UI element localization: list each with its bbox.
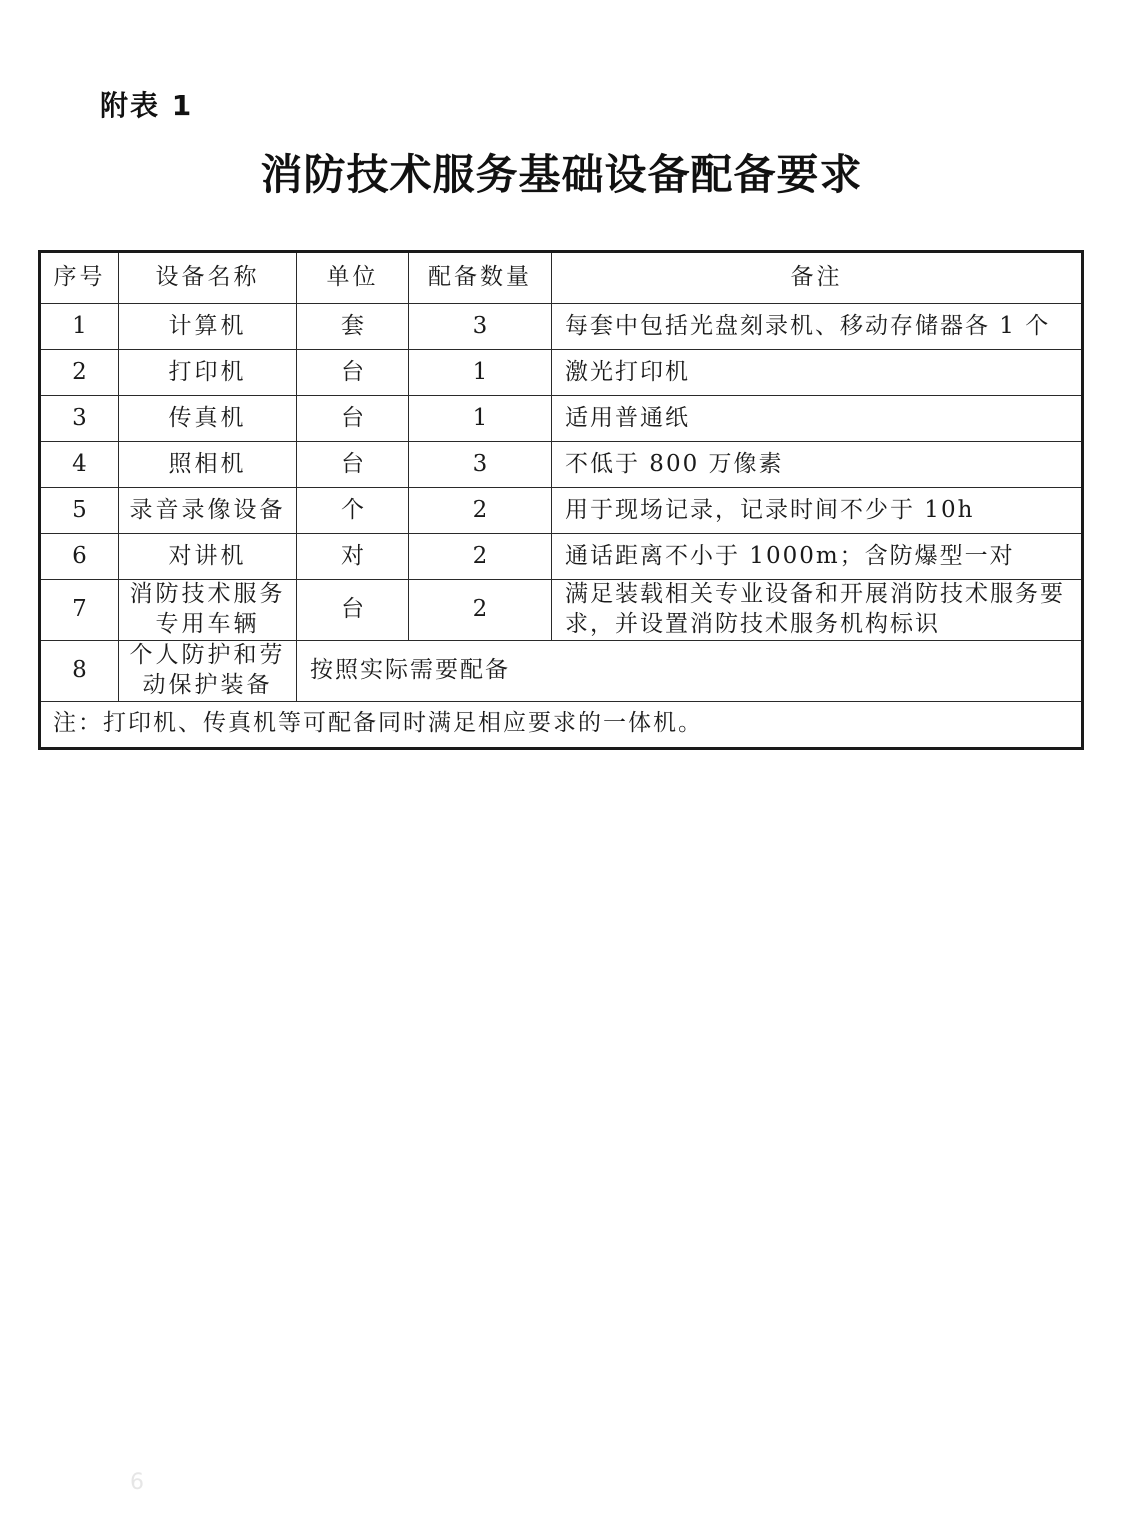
cell-note: 用于现场记录，记录时间不少于 10h [552, 488, 1083, 534]
table-footnote: 注：打印机、传真机等可配备同时满足相应要求的一体机。 [40, 701, 1083, 748]
equipment-table [38, 250, 1084, 750]
cell-unit: 个 [297, 488, 409, 534]
cell-name-line: 个人防护和劳 [129, 641, 286, 668]
header-index: 序号 [40, 252, 119, 304]
cell-unit: 台 [297, 396, 409, 442]
cell-name [119, 640, 297, 701]
table-row [40, 396, 1083, 442]
cell-merged-note: 按照实际需要配备 [297, 640, 1083, 701]
header-note: 备注 [552, 252, 1083, 304]
footnote-row [40, 701, 1083, 748]
cell-index: 5 [40, 488, 119, 534]
cell-unit: 对 [297, 534, 409, 580]
cell-index: 7 [40, 580, 119, 641]
cell-note: 每套中包括光盘刻录机、移动存储器各 1 个 [552, 304, 1083, 350]
cell-quantity: 2 [409, 488, 552, 534]
cell-note: 不低于 800 万像素 [552, 442, 1083, 488]
table-row [40, 488, 1083, 534]
cell-name: 打印机 [119, 350, 297, 396]
cell-name [119, 580, 297, 641]
cell-name: 照相机 [119, 442, 297, 488]
table-header-row [40, 252, 1083, 304]
cell-name: 录音录像设备 [119, 488, 297, 534]
cell-index: 6 [40, 534, 119, 580]
cell-index: 8 [40, 640, 119, 701]
table-row [40, 580, 1083, 641]
cell-name: 传真机 [119, 396, 297, 442]
cell-quantity: 3 [409, 304, 552, 350]
appendix-label: 附表 1 [100, 89, 194, 122]
document-title: 消防技术服务基础设备配备要求 [260, 150, 863, 199]
cell-unit: 套 [297, 304, 409, 350]
cell-unit: 台 [297, 350, 409, 396]
header-unit: 单位 [297, 252, 409, 304]
cell-index: 1 [40, 304, 119, 350]
cell-index: 3 [40, 396, 119, 442]
header-quantity: 配备数量 [409, 252, 552, 304]
cell-note-line: 求，并设置消防技术服务机构标识 [565, 610, 940, 637]
cell-note: 通话距离不小于 1000m；含防爆型一对 [552, 534, 1083, 580]
table-row [40, 640, 1083, 701]
cell-quantity: 3 [409, 442, 552, 488]
table-row [40, 442, 1083, 488]
page-number: 6 [130, 1470, 144, 1495]
cell-name-line: 专用车辆 [155, 610, 260, 637]
table-row [40, 350, 1083, 396]
cell-quantity: 2 [409, 534, 552, 580]
cell-quantity: 1 [409, 396, 552, 442]
cell-note: 适用普通纸 [552, 396, 1083, 442]
cell-name-line: 动保护装备 [142, 671, 273, 698]
cell-unit: 台 [297, 580, 409, 641]
cell-unit: 台 [297, 442, 409, 488]
cell-name: 计算机 [119, 304, 297, 350]
cell-name: 对讲机 [119, 534, 297, 580]
cell-note: 激光打印机 [552, 350, 1083, 396]
cell-note-line: 满足装载相关专业设备和开展消防技术服务要 [565, 581, 1065, 607]
cell-name-line: 消防技术服务 [129, 581, 286, 607]
cell-quantity: 1 [409, 350, 552, 396]
cell-index: 2 [40, 350, 119, 396]
table-row [40, 534, 1083, 580]
cell-note [552, 580, 1083, 641]
cell-quantity: 2 [409, 580, 552, 641]
table-row [40, 304, 1083, 350]
cell-index: 4 [40, 442, 119, 488]
header-name: 设备名称 [119, 252, 297, 304]
